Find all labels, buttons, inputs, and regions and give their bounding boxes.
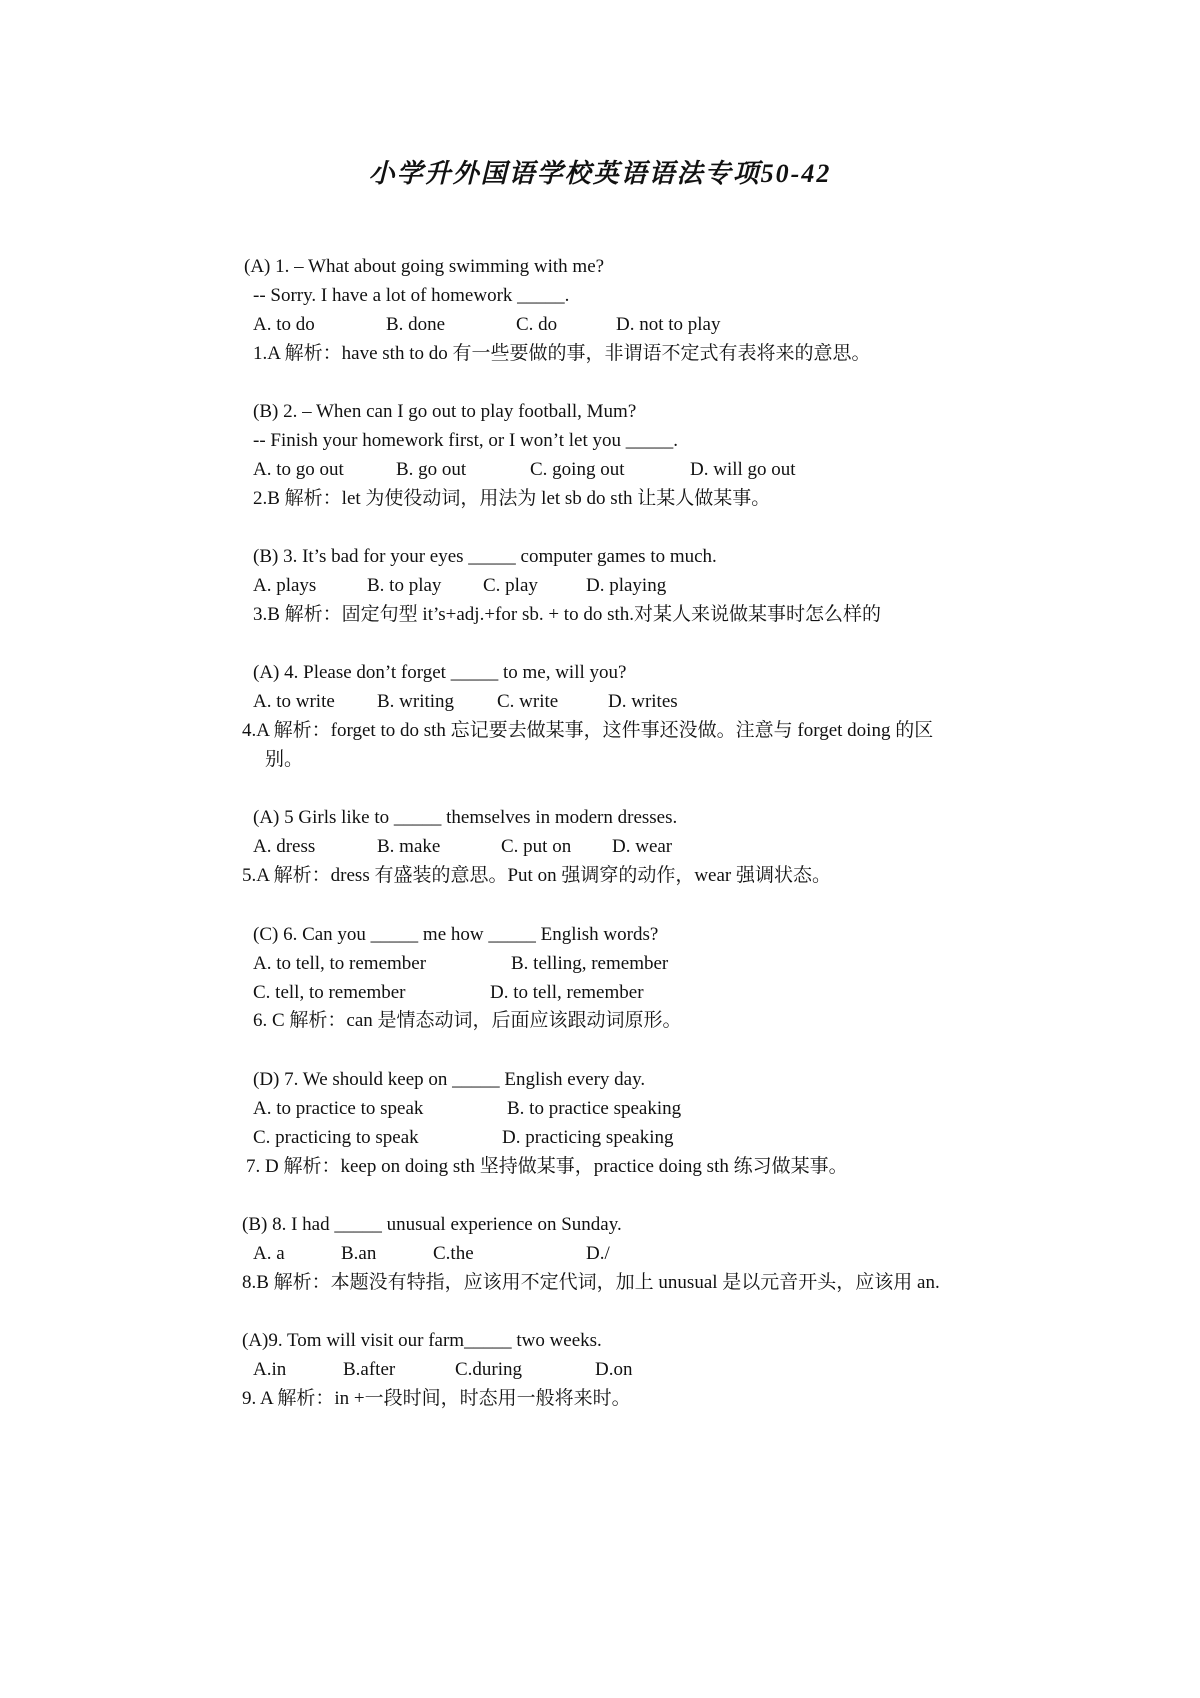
option-a: A.in: [253, 1359, 287, 1380]
option-c: C. write: [497, 691, 559, 712]
answer-explanation: 8.B 解析：本题没有特指，应该用不定代词，加上 unusual 是以元音开头，应该用 an.: [242, 1272, 940, 1293]
answer-explanation-cont: 别。: [265, 749, 304, 770]
answer-explanation: 7. D 解析：keep on doing sth 坚持做某事，practice doing sth 练习做某事。: [246, 1156, 848, 1177]
answer-explanation: 9. A 解析：in +一段时间，时态用一般将来时。: [242, 1388, 631, 1409]
option-d: D. practicing speaking: [502, 1127, 674, 1148]
option-c: C. do: [516, 314, 558, 335]
option-c: C. play: [483, 575, 538, 596]
option-b: B. telling, remember: [511, 953, 669, 974]
question-line: -- Sorry. I have a lot of homework _____.: [253, 285, 570, 306]
option-d: D. to tell, remember: [490, 982, 644, 1003]
answer-explanation: 6. C 解析：can 是情态动词，后面应该跟动词原形。: [253, 1010, 682, 1031]
option-d: D./: [586, 1243, 610, 1264]
answer-explanation: 3.B 解析：固定句型 it’s+adj.+for sb. + to do sth.对某人来说做某事时怎么样的: [253, 604, 882, 625]
option-b: B. go out: [396, 459, 467, 480]
option-a: A. to do: [253, 314, 315, 335]
option-b: B. writing: [377, 691, 455, 712]
option-d: D. writes: [608, 691, 678, 712]
question: (D) 7. We should keep on _____ English every day.: [253, 1069, 646, 1090]
option-a: A. to go out: [253, 459, 344, 480]
question: (A) 4. Please don’t forget _____ to me, will you?: [253, 662, 627, 683]
option-a: A. to tell, to remember: [253, 953, 427, 974]
option-d: D. wear: [612, 836, 673, 857]
answer-explanation: 5.A 解析：dress 有盛装的意思。Put on 强调穿的动作，wear 强调状态。: [242, 865, 831, 886]
question: (C) 6. Can you _____ me how _____ English words?: [253, 924, 659, 945]
option-a: A. plays: [253, 575, 317, 596]
option-b: B.an: [341, 1243, 377, 1264]
answer-explanation: 4.A 解析：forget to do sth 忘记要去做某事，这件事还没做。注意与 forget doing 的区: [242, 720, 934, 741]
option-c: C. practicing to speak: [253, 1127, 419, 1148]
option-d: D. playing: [586, 575, 667, 596]
option-c: C.the: [433, 1243, 474, 1264]
option-d: D. will go out: [690, 459, 796, 480]
question: (B) 8. I had _____ unusual experience on Sunday.: [242, 1214, 622, 1235]
option-d: D. not to play: [616, 314, 721, 335]
option-b: B. to practice speaking: [507, 1098, 682, 1119]
option-b: B. done: [386, 314, 446, 335]
question-line: -- Finish your homework first, or I won’t let you _____.: [253, 430, 678, 451]
page-title: 小学升外国语学校英语语法专项50-42: [368, 159, 832, 188]
option-a: A. to write: [253, 691, 335, 712]
question: (A) 1. – What about going swimming with me?: [244, 256, 605, 277]
question: (B) 3. It’s bad for your eyes _____ computer games to much.: [253, 546, 717, 567]
option-c: C. going out: [530, 459, 625, 480]
question: (A) 5 Girls like to _____ themselves in modern dresses.: [253, 807, 678, 828]
option-c: C. tell, to remember: [253, 982, 406, 1003]
option-c: C.during: [455, 1359, 523, 1380]
option-b: B.after: [343, 1359, 396, 1380]
answer-explanation: 2.B 解析：let 为使役动词，用法为 let sb do sth 让某人做某事。: [253, 488, 771, 509]
option-b: B. to play: [367, 575, 442, 596]
question: (A)9. Tom will visit our farm_____ two weeks.: [242, 1330, 602, 1351]
option-c: C. put on: [501, 836, 572, 857]
answer-explanation: 1.A 解析：have sth to do 有一些要做的事，非谓语不定式有表将来的意思。: [253, 343, 871, 364]
option-a: A. a: [253, 1243, 285, 1264]
option-a: A. to practice to speak: [253, 1098, 424, 1119]
option-d: D.on: [595, 1359, 633, 1380]
option-a: A. dress: [253, 836, 316, 857]
option-b: B. make: [377, 836, 441, 857]
question: (B) 2. – When can I go out to play football, Mum?: [253, 401, 637, 422]
